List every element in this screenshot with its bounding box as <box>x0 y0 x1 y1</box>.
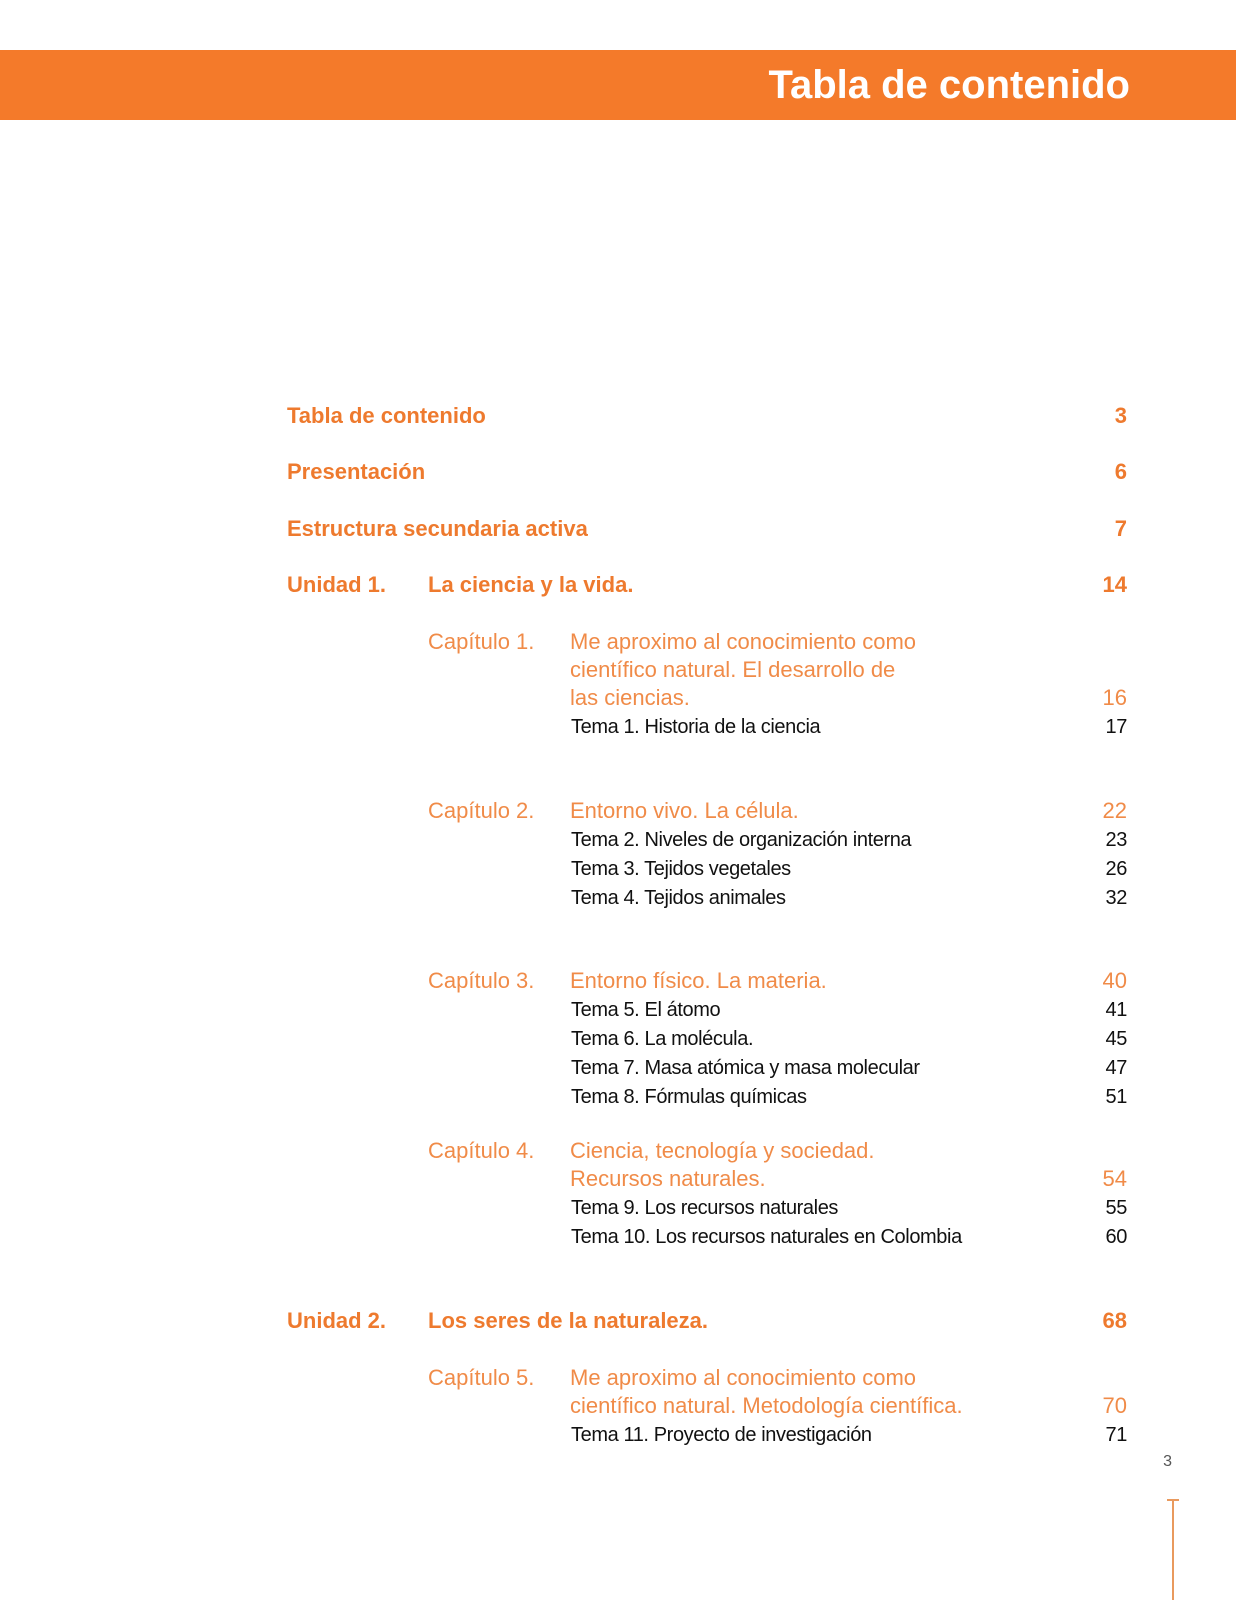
topic-page: 32 <box>1105 887 1127 909</box>
topic-title[interactable]: Tema 8. Fórmulas químicas <box>571 1086 807 1108</box>
toc-entry-title[interactable]: Presentación <box>287 459 426 484</box>
topic-page: 71 <box>1105 1424 1127 1446</box>
topic-page: 41 <box>1105 999 1127 1021</box>
topic-title[interactable]: Tema 5. El átomo <box>571 999 721 1021</box>
unit-title[interactable]: La ciencia y la vida. <box>428 572 634 597</box>
chapter-page: 40 <box>1102 968 1127 993</box>
chapter-title-line[interactable]: Entorno vivo. La célula. <box>570 798 799 823</box>
topic-page: 55 <box>1105 1197 1127 1219</box>
toc-entry-page: 3 <box>1114 403 1127 428</box>
chapter-page: 22 <box>1102 798 1127 823</box>
unit-label: Unidad 2. <box>287 1308 387 1333</box>
chapter-label: Capítulo 5. <box>428 1365 535 1390</box>
margin-line <box>1172 1499 1174 1600</box>
topic-page: 23 <box>1105 829 1127 851</box>
chapter-page: 16 <box>1102 685 1127 710</box>
chapter-label: Capítulo 2. <box>428 798 535 823</box>
topic-title[interactable]: Tema 3. Tejidos vegetales <box>571 858 791 880</box>
chapter-label: Capítulo 1. <box>428 629 535 654</box>
unit-label: Unidad 1. <box>287 572 387 597</box>
topic-page: 47 <box>1105 1057 1127 1079</box>
chapter-label: Capítulo 4. <box>428 1138 535 1163</box>
chapter-title-line[interactable]: Recursos naturales. <box>570 1166 766 1191</box>
topic-page: 17 <box>1105 716 1127 738</box>
chapter-title-line[interactable]: científico natural. El desarrollo de <box>570 657 896 682</box>
topic-title[interactable]: Tema 6. La molécula. <box>571 1028 754 1050</box>
chapter-title-line[interactable]: científico natural. Metodología científica. <box>570 1393 963 1418</box>
header-band <box>0 50 1236 120</box>
chapter-page: 54 <box>1102 1166 1127 1191</box>
unit-page: 14 <box>1102 572 1127 597</box>
topic-page: 26 <box>1105 858 1127 880</box>
topic-title[interactable]: Tema 4. Tejidos animales <box>571 887 786 909</box>
chapter-title-line[interactable]: Me aproximo al conocimiento como <box>570 1365 917 1390</box>
toc-entry-page: 6 <box>1114 459 1127 484</box>
toc-entry-page: 7 <box>1114 516 1127 541</box>
topic-title[interactable]: Tema 2. Niveles de organización interna <box>571 829 912 851</box>
chapter-label: Capítulo 3. <box>428 968 535 993</box>
topic-title[interactable]: Tema 10. Los recursos naturales en Colombia <box>571 1226 962 1248</box>
toc-entry-title[interactable]: Tabla de contenido <box>287 403 486 428</box>
page-title: Tabla de contenido <box>768 63 1130 107</box>
chapter-title-line[interactable]: Entorno físico. La materia. <box>570 968 827 993</box>
topic-page: 51 <box>1105 1086 1127 1108</box>
chapter-title-line[interactable]: Ciencia, tecnología y sociedad. <box>570 1138 875 1163</box>
chapter-title-line[interactable]: las ciencias. <box>570 685 690 710</box>
topic-title[interactable]: Tema 9. Los recursos naturales <box>571 1197 839 1219</box>
topic-title[interactable]: Tema 11. Proyecto de investigación <box>571 1424 872 1446</box>
topic-page: 45 <box>1105 1028 1127 1050</box>
toc-entry-title[interactable]: Estructura secundaria activa <box>287 516 588 541</box>
unit-title[interactable]: Los seres de la naturaleza. <box>428 1308 709 1333</box>
page-number: 3 <box>1163 1453 1172 1470</box>
unit-page: 68 <box>1102 1308 1127 1333</box>
chapter-page: 70 <box>1102 1393 1127 1418</box>
topic-title[interactable]: Tema 7. Masa atómica y masa molecular <box>571 1057 920 1079</box>
chapter-title-line[interactable]: Me aproximo al conocimiento como <box>570 629 917 654</box>
topic-page: 60 <box>1105 1226 1127 1248</box>
topic-title[interactable]: Tema 1. Historia de la ciencia <box>571 716 821 738</box>
